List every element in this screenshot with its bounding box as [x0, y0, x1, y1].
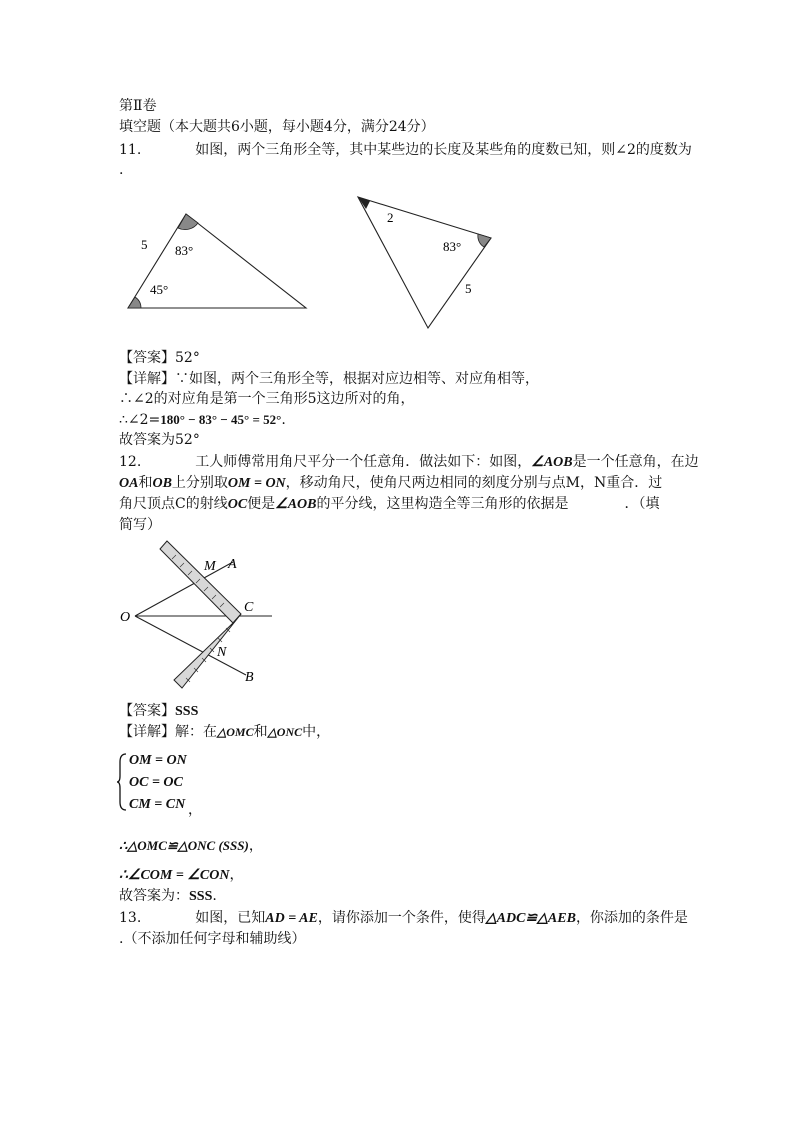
- q12-conclusion-1: ∴△OMC≌△ONC (SSS)，: [119, 838, 263, 854]
- q12-label-B: B: [245, 670, 254, 685]
- q11-answer-value: 52°: [175, 350, 200, 366]
- q11-t2-side-top-label: 2: [387, 210, 394, 225]
- q13-stem-2: .（不添加任何字母和辅助线）: [119, 931, 306, 947]
- q12-number: 12.: [119, 454, 142, 470]
- q12-answer-value: SSS: [175, 704, 199, 719]
- q12-detail-1: 【详解】解：在△OMC和△ONC中，: [119, 724, 331, 740]
- q11-t1-angle-left-label: 45°: [150, 282, 169, 297]
- q11-detail-3: ∴∠2=180° − 83° − 45° = 52°.: [119, 412, 286, 428]
- q11-t1-angle-top-label: 83°: [175, 243, 194, 258]
- q12-label-A: A: [228, 557, 237, 572]
- q12-stem-1: 12. 工人师傅常用角尺平分一个任意角．做法如下：如图，∠AOB是一个任意角，在边: [119, 454, 699, 470]
- q11-final: 故答案为52°: [119, 432, 200, 448]
- q11-t2-angle-label: 83°: [443, 239, 462, 254]
- q12-system-end: ，: [188, 802, 202, 818]
- q11-detail-1: 【详解】∵如图，两个三角形全等，根据对应边相等、对应角相等，: [119, 371, 539, 387]
- section-heading: 填空题（本大题共6小题，每小题4分，满分24分）: [119, 119, 435, 135]
- q12-eq-1: OM = ON: [129, 753, 187, 768]
- q11-detail-2: ∴∠2的对应角是第一个三角形5这边所对的角，: [119, 391, 415, 407]
- q11-formula: 180° − 83° − 45° = 52°: [160, 412, 282, 427]
- q12-answer: 【答案】SSS: [119, 703, 199, 719]
- q11-number: 11.: [119, 142, 142, 158]
- q11-text: 如图，两个三角形全等，其中某些边的长度及某些角的度数已知，则∠2的度数为: [195, 142, 692, 158]
- q11-stem-end: .: [119, 162, 124, 178]
- q12-stem-3: 角尺顶点C的射线OC便是∠AOB的平分线，这里构造全等三角形的依据是 ．（填: [119, 496, 660, 512]
- q13-stem-1: 13. 如图，已知AD = AE，请你添加一个条件，使得△ADC≌△AEB，你添加的条件是: [119, 910, 688, 926]
- q12-stem-2: OA和OB上分别取OM = ON，移动角尺，使角尺两边相同的刻度分别与点M，N重合．过: [119, 475, 663, 491]
- q12-label-C: C: [244, 600, 254, 615]
- q12-label-M: M: [204, 559, 216, 574]
- q12-final: 故答案为：SSS.: [119, 888, 217, 904]
- q12-square-lower-arm: [174, 614, 241, 688]
- q11-t1-side-label: 5: [141, 237, 148, 252]
- q12-eq-2: OC = OC: [129, 775, 183, 790]
- q11-t2-side-right-label: 5: [465, 281, 472, 296]
- q12-eq-3: CM = CN: [129, 797, 186, 812]
- q11-answer: 【答案】52°: [119, 350, 200, 366]
- q12-conclusion-2: ∴∠COM = ∠CON，: [119, 867, 244, 883]
- q12-system-brace: [116, 752, 128, 812]
- q12-label-N: N: [217, 645, 227, 660]
- q12-stem-4: 简写）: [119, 517, 161, 533]
- q12-square-upper-arm: [160, 541, 241, 623]
- q12-label-O: O: [120, 610, 131, 625]
- q13-number: 13.: [119, 910, 142, 926]
- volume-heading: 第Ⅱ卷: [119, 98, 157, 114]
